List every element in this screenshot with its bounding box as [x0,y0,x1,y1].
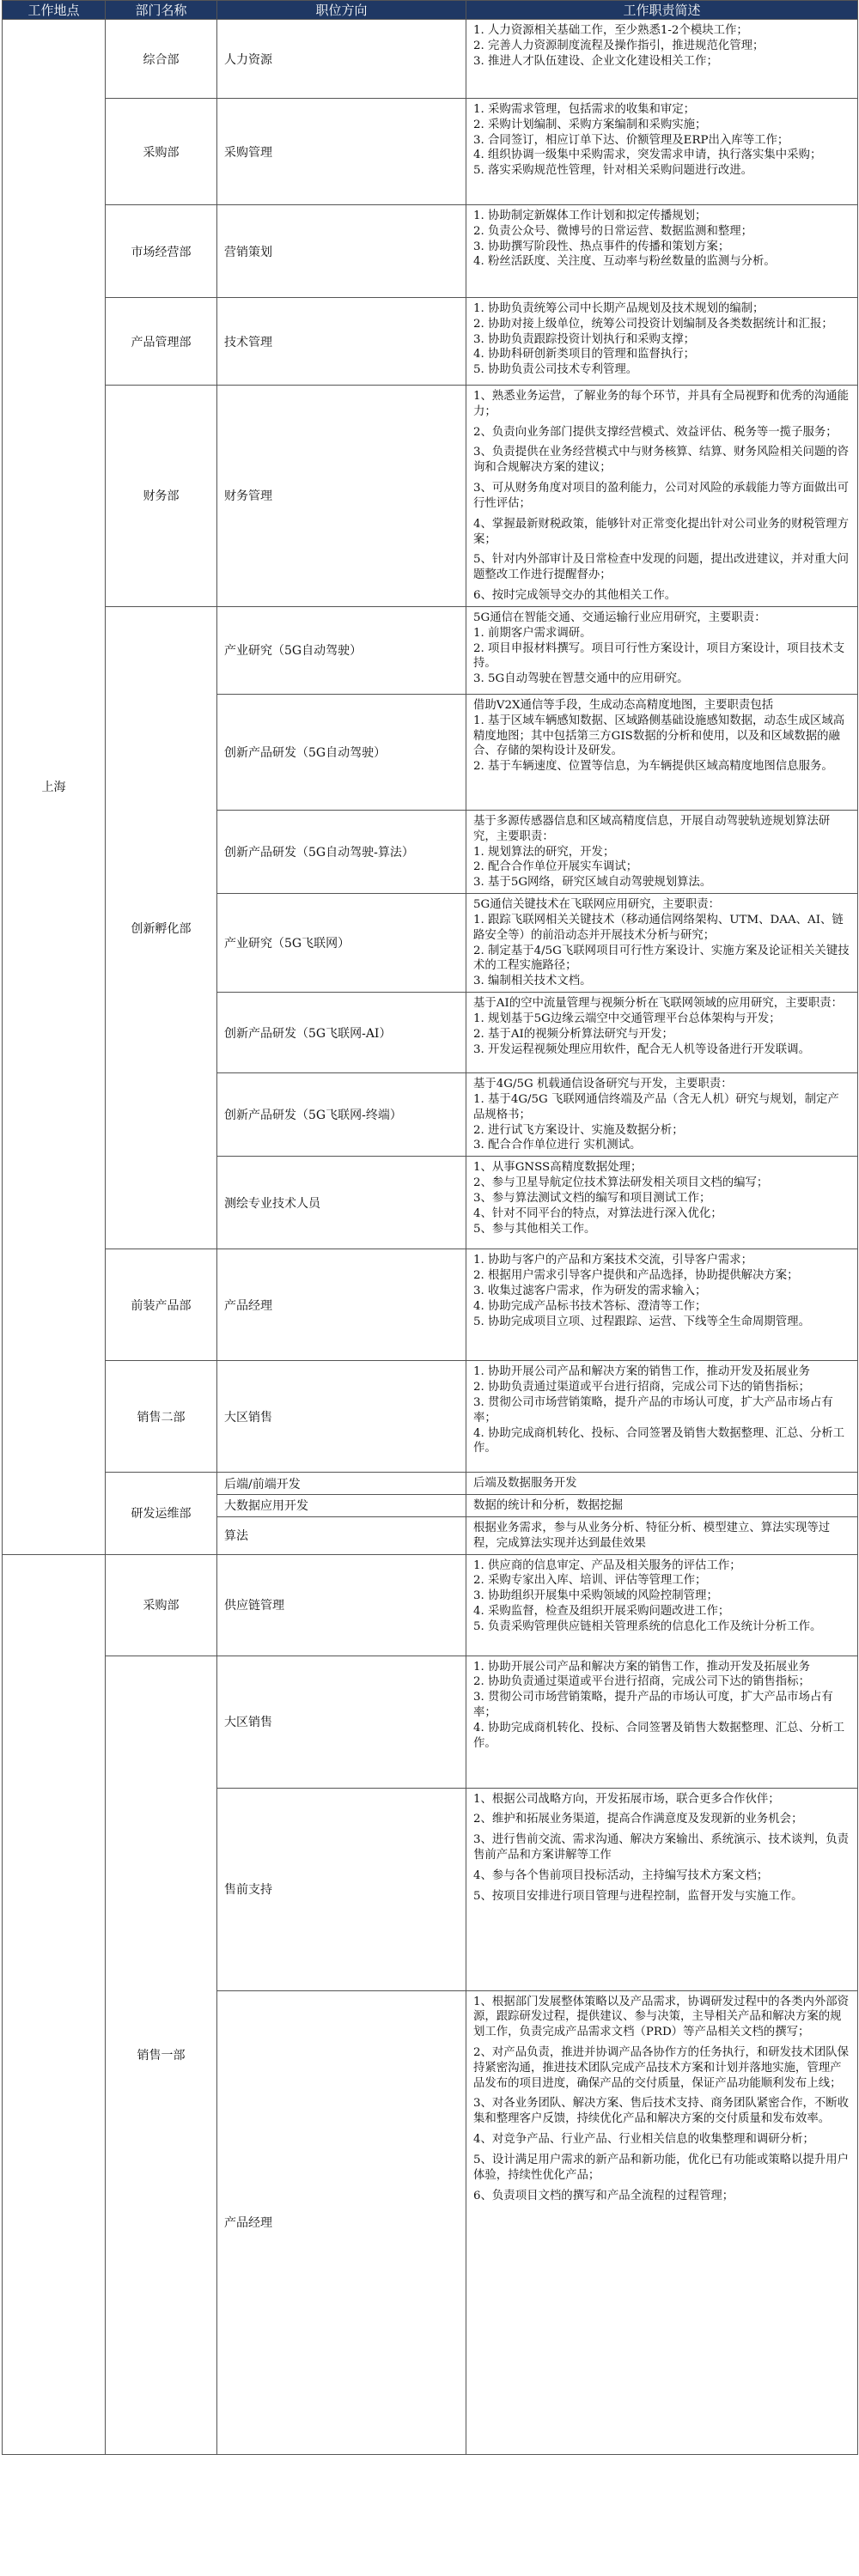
position-cell: 测绘专业技术人员 [217,1157,466,1249]
position-cell: 售前支持 [217,1788,466,1990]
description-line: 4. 粉丝活跃度、关注度、互动率与粉丝数量的监测与分析。 [473,255,776,269]
position-table-sheet [2,0,857,2455]
position-cell: 创新产品研发（5G自动驾驶） [217,694,466,810]
description-line: 1. 供应商的信息审定、产品及相关服务的评估工作； [473,1558,741,1572]
description-line: 5G通信在智能交通、交通运输行业应用研究，主要职责： [473,611,766,624]
description-cell [466,694,858,810]
description-cell [466,1516,858,1554]
description-line: 3. 合同签订，相应订单下达、价额管理及ERP出入库等工作； [473,133,789,147]
description-line: 1. 基于4G/5G 飞联网通信终端及产品（含无人机）研究与规划，制定产品规格书； [473,1092,839,1121]
description-cell [466,1554,858,1656]
description-line: 5、参与其他相关工作。 [473,1222,596,1236]
description-line: 6、按时完成领导交办的其他相关工作。 [473,589,677,603]
position-cell: 供应链管理 [217,1554,466,1656]
description-line: 2. 项目申报材料撰写。项目可行性方案设计，项目方案设计，项目技术支持。 [473,641,845,671]
description-line: 3、可从财务角度对项目的盈利能力，公司对风险的承载能力等方面做出可行性评估； [473,482,850,510]
description-line: 5. 协助完成项目立项、过程跟踪、运营、下线等全生命周期管理。 [473,1315,810,1328]
description-cell [466,20,858,99]
description-line: 2. 采购计划编制、采购方案编制和采购实施； [473,118,707,131]
position-cell: 后端/前端开发 [217,1473,466,1495]
header-position: 职位方向 [217,1,466,20]
description-line: 2、参与卫星导航定位技术算法研发相关项目文档的编写； [473,1176,769,1190]
position-cell: 产品经理 [217,1990,466,2454]
description-line: 3. 协助负责跟踪投资计划执行和采购支撑； [473,332,696,346]
description-line: 4、掌握最新财税政策，能够针对正常变化提出针对公司业务的财税管理方案； [473,517,850,546]
description-line: 数据的统计和分析，数据挖掘 [473,1499,624,1513]
department-cell: 前装产品部 [106,1249,217,1361]
location-cell: 上海 [3,20,106,1555]
description-line: 1. 采购需求管理，包括需求的收集和审定； [473,103,696,116]
position-cell: 创新产品研发（5G自动驾驶-算法） [217,810,466,893]
description-line: 1. 跟踪飞联网相关关键技术（移动通信网络架构、UTM、DAA、AI、链路安全等）的前沿动态并开展技术分析与研究； [473,913,844,942]
department-cell: 综合部 [106,20,217,99]
description-line: 4、参与各个售前项目投标活动，主持编写技术方案文档； [473,1868,769,1882]
description-cell [466,1073,858,1157]
description-line: 4. 采购监督，检查及组织开展采购问题改进工作； [473,1604,730,1618]
description-cell [466,894,858,993]
description-line: 1. 协助开展公司产品和解决方案的销售工作，推动开发及拓展业务 [473,1660,810,1674]
description-line: 5G通信关键技术在飞联网应用研究，主要职责： [473,898,721,912]
description-line: 4. 协助完成产品标书技术答标、澄清等工作； [473,1299,707,1313]
description-line: 1. 规划算法的研究，开发； [473,845,615,859]
description-cell [466,1990,858,2454]
description-line: 2、维护和拓展业务渠道，提高合作满意度及发现新的业务机会； [473,1813,803,1826]
department-cell: 市场经营部 [106,205,217,298]
description-line: 4. 协助完成商机转化、投标、合同签署及销售大数据整理、汇总、分析工作。 [473,1721,845,1750]
position-cell: 产品经理 [217,1249,466,1361]
description-cell [466,298,858,386]
description-cell [466,1495,858,1517]
description-cell [466,99,858,205]
description-line: 3. 5G自动驾驶在智慧交通中的应用研究。 [473,672,689,686]
description-line: 4、对竞争产品、行业产品、行业相关信息的收集整理和调研分析； [473,2133,814,2147]
description-line: 后端及数据服务开发 [473,1477,577,1491]
description-line: 3. 贯彻公司市场营销策略，提升产品的市场认可度，扩大产品市场占有率； [473,1395,833,1425]
description-line: 3. 基于5G网络，研究区域自动驾驶规划算法。 [473,876,712,890]
description-line: 2. 配合合作单位开展实车调试； [473,860,638,874]
description-line: 1. 基于区域车辆感知数据、区域路侧基础设施感知数据，动态生成区域高精度地图；其中包括第三方GIS数据的分析和使用，以及和区域数据的融合、存储的架构设计及研发。 [473,714,845,758]
table-row [3,1473,858,1495]
description-line: 2. 采购专家出入库、培训、评估等管理工作； [473,1574,707,1588]
description-line: 2. 完善人力资源制度流程及操作指引，推进规范化管理； [473,39,765,52]
description-line: 5、设计满足用户需求的新产品和新功能，优化已有功能或策略以提升用户体验，持续性优化产品； [473,2153,850,2182]
description-line: 1. 协助负责统筹公司中长期产品规划及技术规划的编制； [473,302,765,315]
department-cell: 销售一部 [106,1656,217,2454]
description-line: 3. 推进人才队伍建设、企业文化建设相关工作； [473,54,718,68]
description-line: 借助V2X通信等手段，生成动态高精度地图，主要职责包括 [473,698,774,712]
description-line: 2. 协助负责通过渠道或平台进行招商，完成公司下达的销售指标； [473,1675,810,1689]
position-table [2,0,858,2455]
description-line: 1. 人力资源相关基础工作，至少熟悉1-2个模块工作； [473,24,748,37]
department-cell: 采购部 [106,99,217,205]
table-body [3,20,858,2455]
description-line: 3. 配合合作单位进行 实机测试。 [473,1139,642,1152]
table-row [3,20,858,99]
description-line: 3. 编制相关技术文档。 [473,975,592,988]
description-line: 2、负责向业务部门提供支撑经营模式、效益评估、税务等一揽子服务； [473,425,838,439]
position-cell: 创新产品研发（5G飞联网-AI） [217,993,466,1073]
description-line: 1、根据部门发展整体策略以及产品需求，协调研发过程中的各类内外部资源，跟踪研发过程，提供建议、参与决策，主导相关产品和解决方案的规划工作，负责完成产品需求文档（PRD）等产品相关文档的撰写； [473,1995,850,2039]
description-line: 3. 协助撰写阶段性、热点事件的传播和策划方案； [473,240,730,253]
description-line: 2. 根据用户需求引导客户提供和产品选择，协助提供解决方案； [473,1269,799,1283]
position-cell: 算法 [217,1516,466,1554]
table-row [3,205,858,298]
description-cell [466,1249,858,1361]
description-line: 2、对产品负责，推进并协调产品各协作方的任务执行，和研发技术团队保持紧密沟通，推进技术团队完成产品技术方案和计划并落地实施，管理产品发布的项目进度，确保产品的交付质量，保证产品功能顺利发布上线； [473,2045,850,2090]
position-cell: 大区销售 [217,1656,466,1788]
description-line: 基于AI的空中流量管理与视频分析在飞联网领域的应用研究，主要职责： [473,997,844,1011]
location-cell [3,1554,106,2454]
description-line: 1、根据公司战略方向，开发拓展市场，联合更多合作伙伴； [473,1792,780,1806]
description-cell [466,205,858,298]
description-line: 3. 收集过滤客户需求，作为研发的需求输入； [473,1284,707,1297]
department-cell: 财务部 [106,386,217,607]
description-cell [466,1361,858,1473]
table-row [3,99,858,205]
description-line: 2. 基于AI的视频分析算法研究与开发； [473,1027,673,1041]
description-line: 2. 负责公众号、微博号的日常运营、数据监测和整理； [473,224,753,238]
description-line: 3、参与算法测试文档的编写和项目测试工作； [473,1191,711,1205]
description-line: 3. 协助组织开展集中采购领域的风险控制管理； [473,1589,718,1603]
description-line: 3、对各业务团队、解决方案、售后技术支持、商务团队紧密合作，不断收集和整理客户反馈，持续优化产品和解决方案的交付质量和发布效率。 [473,2097,850,2126]
description-cell [466,810,858,893]
description-line: 4. 协助科研创新类项目的管理和监督执行； [473,348,696,361]
description-line: 5. 落实采购规范性管理，针对相关采购问题进行改进。 [473,164,753,178]
position-cell: 产业研究（5G飞联网） [217,894,466,993]
description-line: 根据业务需求，参与从业务分析、特征分析、模型建立、算法实现等过程，完成算法实现并达到最佳效果 [473,1521,831,1550]
description-line: 3. 开发运程视频处理应用软件，配合无人机等设备进行开发联调。 [473,1042,810,1056]
description-line: 5、针对内外部审计及日常检查中发现的问题，提出改进建议，并对重大问题整改工作进行提醒督办； [473,553,850,582]
department-cell: 产品管理部 [106,298,217,386]
position-cell: 营销策划 [217,205,466,298]
description-cell [466,1656,858,1788]
description-cell [466,386,858,607]
table-row [3,298,858,386]
position-cell: 技术管理 [217,298,466,386]
description-line: 3. 贯彻公司市场营销策略，提升产品的市场认可度，扩大产品市场占有率； [473,1691,833,1719]
header-location: 工作地点 [3,1,106,20]
position-cell: 财务管理 [217,386,466,607]
position-cell: 创新产品研发（5G飞联网-终端） [217,1073,466,1157]
description-line: 1、熟悉业务运营，了解业务的每个环节，并具有全局视野和优秀的沟通能力； [473,390,850,418]
position-cell: 大区销售 [217,1361,466,1473]
description-line: 1. 前期客户需求调研。 [473,626,592,640]
description-line: 5、按项目安排进行项目管理与进程控制，监督开发与实施工作。 [473,1889,803,1903]
department-cell: 创新孵化部 [106,606,217,1249]
description-line: 2. 制定基于4/5G飞联网项目可行性方案设计、实施方案及论证相关关键技术的工程实施路径； [473,944,850,973]
position-cell: 大数据应用开发 [217,1495,466,1517]
description-line: 5. 协助负责公司技术专利管理。 [473,363,638,377]
description-line: 1. 协助开展公司产品和解决方案的销售工作，推动开发及拓展业务 [473,1365,810,1379]
description-line: 2. 协助负责通过渠道或平台进行招商，完成公司下达的销售指标； [473,1381,810,1394]
header-description: 工作职责简述 [466,1,858,20]
department-cell: 采购部 [106,1554,217,1656]
description-cell [466,1788,858,1990]
position-cell: 采购管理 [217,99,466,205]
description-line: 4、针对不同平台的特点，对算法进行深入优化； [473,1206,722,1220]
table-row [3,1554,858,1656]
table-row [3,1656,858,1788]
description-cell [466,1157,858,1249]
description-line: 6、负责项目文档的撰写和产品全流程的过程管理； [473,2189,734,2202]
position-cell: 人力资源 [217,20,466,99]
description-line: 4. 组织协调一级集中采购需求，突发需求申请，执行落实集中采购； [473,149,822,162]
description-line: 1. 协助制定新媒体工作计划和拟定传播规划； [473,210,707,222]
description-line: 1、从事GNSS高精度数据处理； [473,1161,643,1175]
description-line: 3、负责提供在业务经营模式中与财务核算、结算、财务风险相关问题的咨询和合规解决方案的建议； [473,446,850,475]
description-line: 4. 协助完成商机转化、投标、合同签署及销售大数据整理、汇总、分析工作。 [473,1426,845,1455]
description-cell [466,1473,858,1495]
table-row [3,1361,858,1473]
description-line: 1. 协助与客户的产品和方案技术交流，引导客户需求； [473,1254,753,1267]
department-cell: 销售二部 [106,1361,217,1473]
description-line: 2. 进行试飞方案设计、实施及数据分析； [473,1123,684,1137]
description-line: 5. 负责采购管理供应链相关管理系统的信息化工作及统计分析工作。 [473,1619,822,1633]
description-line: 2. 基于车辆速度、位置等信息，为车辆提供区域高精度地图信息服务。 [473,760,833,774]
table-row [3,386,858,607]
description-cell [466,606,858,694]
description-line: 3、进行售前交流、需求沟通、解决方案输出、系统演示、技术谈判，负责售前产品和方案讲解等工作 [473,1833,850,1862]
table-row [3,606,858,694]
description-line: 基于多源传感器信息和区域高精度信息，开展自动驾驶轨迹规划算法研究，主要职责： [473,814,831,843]
department-cell: 研发运维部 [106,1473,217,1554]
position-cell: 产业研究（5G自动驾驶） [217,606,466,694]
description-line: 1. 规划基于5G边缘云端空中交通管理平台总体架构与开发； [473,1012,781,1025]
description-line: 2. 协助对接上级单位，统筹公司投资计划编制及各类数据统计和汇报； [473,317,833,331]
header-department: 部门名称 [106,1,217,20]
table-row [3,1249,858,1361]
header-row [3,1,858,20]
description-line: 基于4G/5G 机载通信设备研究与开发，主要职责： [473,1078,733,1091]
description-cell [466,993,858,1073]
